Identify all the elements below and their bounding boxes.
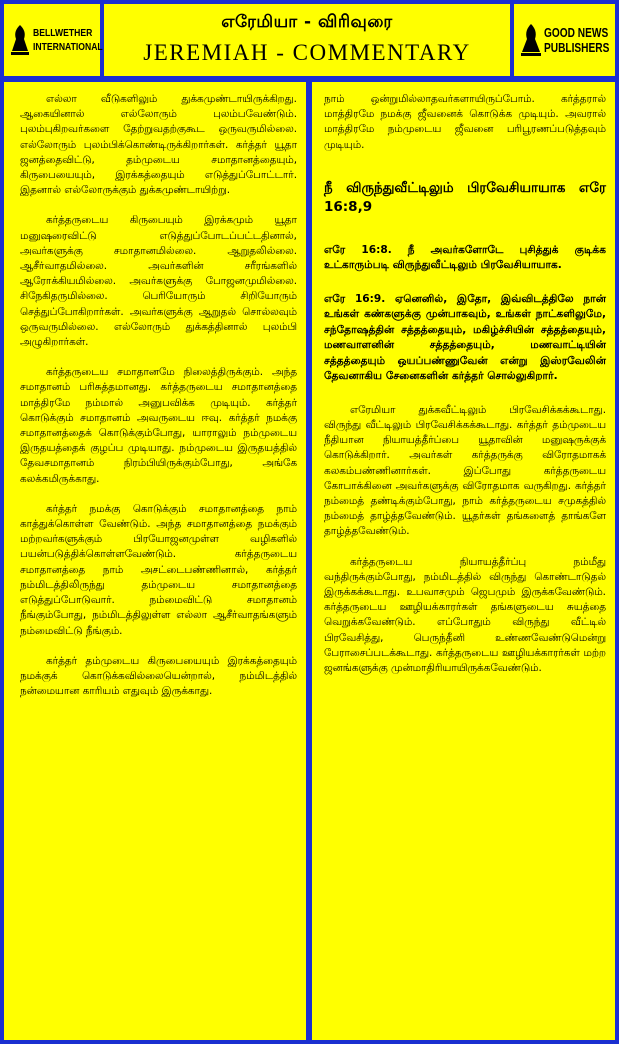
left-paragraph: கர்த்தர் நமக்கு கொடுக்கும் சமாதானத்தை நாம் காத்துக்கொள்ள வேண்டும். அந்த சமாதானத்தை நமக்கும் மற்றவர்களுக்கும் பிரயோஜனமுள்ள வழிகளில் பயன்படுத்திக்கொள்ளவேண்டும். கர்த்தருடைய சமாதானத்தை நாம் அசட்டைபண்ணினால், கர்த்தர் நம்மிடத்திலிருந்து தம்முடைய சமாதானத்தை எடுத்துப்போடுவார். நம்மைவிட்டு சமாதானம் நீங்கும்போது, நம்மிடத்திலுள்ள எல்லா ஆசீர்வாதங்களும் நம்மைவிட்டு நீங்கும்.	[20, 502, 297, 637]
verse-16-9: எரே 16:9. ஏனெனில், இதோ, இவ்விடத்திலே நான் உங்கள் கண்களுக்கு முன்பாகவும், உங்கள் நாட்களிலுமே, சந்தோஷத்தின் சத்தத்தையும், மகிழ்ச்சியின் சத்தத்தையும், மணவாளனின் சத்தத்தையும், மணவாட்டியின் சத்தத்தையும் ஒயப்பண்ணுவேன் என்று இஸ்ரவேலின் தேவனாகிய சேனைகளின் கர்த்தர் சொல்லுகிறார்.	[324, 292, 606, 383]
logo-right-line2: PUBLISHERS	[544, 40, 610, 55]
logo-left-line2: INTERNATIONAL	[33, 41, 103, 53]
logo-left-line1: BELLWETHER	[33, 27, 93, 39]
section-heading: நீ விருந்துவீட்டிலும் பிரவேசியாயாக எரே 16:8,9	[324, 179, 606, 215]
left-paragraph: கர்த்தருடைய சமாதானமே நிலைத்திருக்கும். அந்த சமாதானம் பரிசுத்தமானது. கர்த்தருடைய சமாதானத்தை மாத்திரமே நம்மால் அனுபவிக்க முடியும். கர்த்தர் கொடுக்கும் சமாதானம் அவருடைய ஈவு. கர்த்தர் நமக்கு சமாதானத்தைக் கொடுக்கும்போது, யாராலும் நம்முடைய இருதயத்தைக் குழப்ப முடியாது. நம்முடைய இருதயத்தில் தேவசமாதானம் நிரம்பியிருக்கும்போது, அங்கே கலக்கமிருக்காது.	[20, 366, 297, 485]
left-paragraph: எல்லா வீடுகளிலும் துக்கமுண்டாயிருக்கிறது. ஆகையினால் எல்லோரும் புலம்பவேண்டும். புலம்புகிறவர்களை தேற்றுவதற்குகூட ஒருவருமில்லை. எல்லோரும் புலம்பிக்கொண்டிருக்கிறார்கள். கர்த்தர் யூதா ஜனத்தைவிட்டு, தம்முடைய சமாதானத்தையும், கிருபையையும், இரக்கத்தையும் எடுத்துப்போட்டார். இதனால் எல்லோருக்கும் துக்கமுண்டாயிற்று.	[20, 93, 297, 197]
page-title-english: JEREMIAH - COMMENTARY	[143, 40, 471, 65]
right-intro-paragraph: நாம் ஒன்றுமில்லாதவர்களாயிருப்போம். கர்த்தரால் மாத்திரமே நமக்கு ஜீவனைக் கொடுக்க முடியும். அவரால் மாத்திரமே நம்முடைய ஜீவனை பரிபூரணப்படுத்தவும் முடியும்.	[324, 93, 606, 151]
left-paragraph: கர்த்தருடைய கிருபையும் இரக்கமும் யூதா மனுஷரைவிட்டு எடுத்துப்போடப்பட்டதினால், அவர்களுக்கு சமாதானமில்லை. ஆறுதலில்லை. ஆசீர்வாதமில்லை. அவர்களின் சரீரங்களில் ஆரோக்கியமில்லை. அவர்களுக்கு போஜனமுமில்லை. சிநேகிதருமில்லை. பெரியோரும் சிறியோரும் செத்துப்போகிறார்கள். அவர்களுக்கு ஆறுதல் சொல்லவும் ஒருவருமில்லை. எல்லோரும் துக்கத்தினால் புலம்பி அழுகிறார்கள்.	[20, 214, 297, 349]
title-box	[104, 4, 510, 76]
right-paragraph: கர்த்தருடைய நியாயத்தீர்ப்பு நம்மீது வந்திருக்கும்போது, நம்மிடத்தில் விருந்து கொண்டாடுதல் இருக்கக்கூடாது. உபவாசமும் ஜெபமும் இருக்கவேண்டும். கர்த்தருடைய ஊழியக்காரர்கள் தங்களுடைய சுயத்தை வெறுக்கவேண்டும். எப்போதும் விருந்து வீட்டில் பிரவேசித்து, பெருந்தீனி உண்ணவேண்டுமென்று பேராசைப்படக்கூடாது. கர்த்தருடைய ஊழியக்காரர்கள் மற்ற ஜனங்களுக்கு முன்மாதிரியாயிருக்கவேண்டும்.	[324, 555, 606, 675]
right-paragraph: எரேமியா துக்கவீட்டிலும் பிரவேசிக்கக்கூடாது. விருந்து வீட்டிலும் பிரவேசிக்கக்கூடாது. கர்த்தர் தம்முடைய நீதியான நியாயத்தீர்ப்பை யூதாவின் மனுஷருக்குக் கொடுக்கிறார். அவர்கள் கர்த்தருக்கு விரோதமாகக் கலகம்பண்ணினார்கள். இப்போது கர்த்தருடைய கோபாக்கினை அவர்களுக்கு விரோதமாக வருகிறது. கர்த்தர் நம்மைத் தண்டிக்கும்போது, நாம் கர்த்தருடைய சமுகத்தில் நம்மைத் தாழ்த்தவேண்டும். யூதர்கள் தங்களைத் தாங்களே தாழ்த்தவேண்டும்.	[324, 403, 606, 538]
left-column	[4, 82, 306, 1040]
bell-icon	[10, 23, 30, 57]
right-column	[312, 82, 615, 1040]
page-title-tamil: எரேமியா - விரிவுரை	[221, 12, 393, 32]
verse-16-8: எரே 16:8. நீ அவர்களோடே புசித்துக் குடிக்க உட்காரும்படி விருந்துவீட்டிலும் பிரவேசியாயாக.	[324, 243, 606, 272]
left-paragraph: கர்த்தர் தம்முடைய கிருபையையும் இரக்கத்தையும் நமக்குக் கொடுக்கவில்லையென்றால், நம்மிடத்தில் நன்மையான காரியம் எதுவும் இருக்காது.	[20, 654, 297, 698]
bellwether-logo-box	[4, 4, 103, 76]
bell-icon	[520, 22, 542, 58]
logo-right-line1: GOOD NEWS	[544, 25, 609, 40]
good-news-logo-box	[514, 4, 615, 76]
